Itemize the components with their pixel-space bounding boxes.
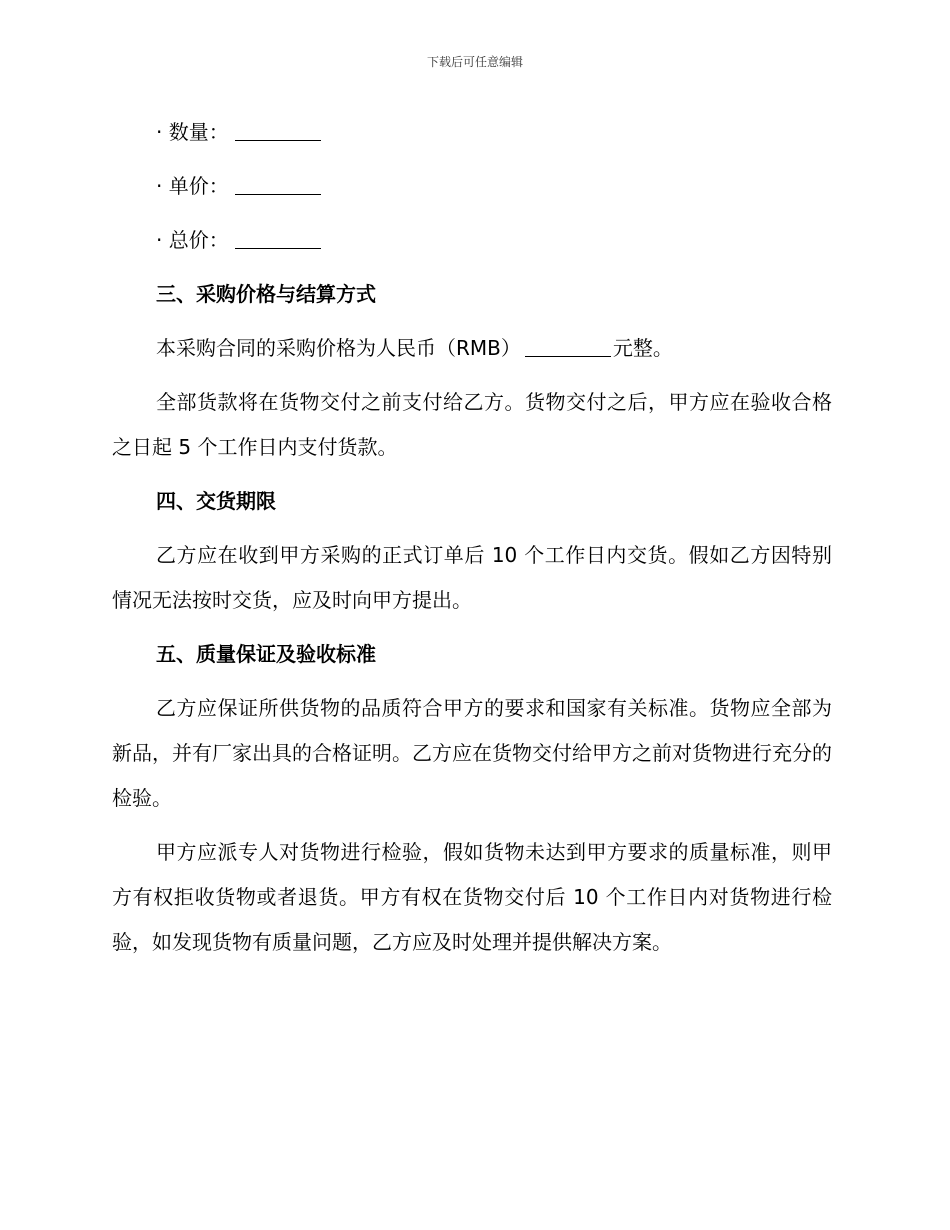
- quantity-line: [112, 110, 832, 155]
- section-4-heading: 四、交货期限: [156, 489, 276, 513]
- unit-price-line: [112, 164, 832, 209]
- section-4-paragraph-1: 乙方应在收到甲方采购的正式订单后 10 个工作日内交货。假如乙方因特别情况无法按时交货，应及时向甲方提出。: [112, 543, 832, 612]
- price-text-after: 元整。: [612, 336, 673, 360]
- quantity-blank: [235, 112, 321, 141]
- section-5-heading: 五、质量保证及验收标准: [156, 642, 376, 666]
- section-5-paragraph-2: 甲方应派专人对货物进行检验，假如货物未达到甲方要求的质量标准，则甲方有权拒收货物或者退货。甲方有权在货物交付后 10 个工作日内对货物进行检验，如发现货物有质量问题，乙方应及时处理并提供解决方案。: [112, 840, 832, 954]
- section-3-heading: 三、采购价格与结算方式: [156, 282, 376, 306]
- page-header: 下载后可任意编辑: [426, 55, 523, 69]
- quantity-label: · 数量：: [156, 120, 229, 144]
- section-5-paragraph-1: 乙方应保证所供货物的品质符合甲方的要求和国家有关标准。货物应全部为新品，并有厂家出具的合格证明。乙方应在货物交付给甲方之前对货物进行充分的检验。: [112, 696, 832, 810]
- total-price-label: · 总价：: [156, 228, 229, 252]
- section-3-paragraph-1: [112, 326, 832, 371]
- price-text-before: 本采购合同的采购价格为人民币（RMB）: [156, 336, 521, 360]
- total-price-blank: [235, 220, 321, 249]
- section-3-paragraph-2: 全部货款将在货物交付之前支付给乙方。货物交付之后，甲方应在验收合格之日起 5 个工作日内支付货款。: [112, 390, 832, 459]
- unit-price-label: · 单价：: [156, 174, 229, 198]
- unit-price-blank: [235, 166, 321, 195]
- document-body: [112, 110, 832, 974]
- total-price-line: [112, 218, 832, 263]
- price-blank: [525, 328, 611, 357]
